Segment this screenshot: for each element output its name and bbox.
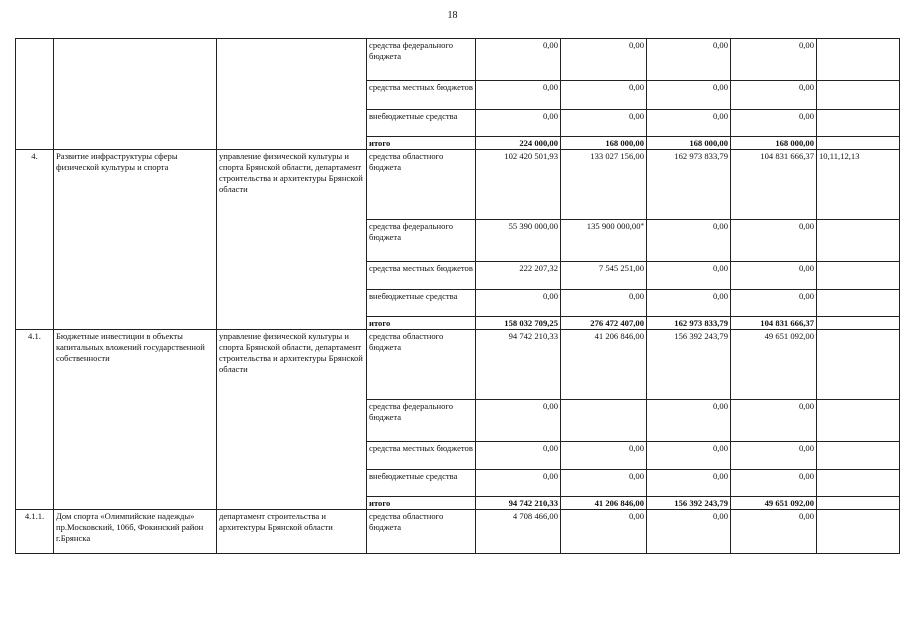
value-cell: 41 206 846,00	[561, 497, 647, 510]
value-cell: 162 973 833,79	[647, 150, 731, 220]
item-number: 4.1.1.	[16, 510, 54, 554]
value-cell: 0,00	[731, 442, 817, 470]
value-cell: 49 651 092,00	[731, 497, 817, 510]
value-cell: 0,00	[731, 470, 817, 497]
value-cell: 0,00	[647, 81, 731, 110]
funding-source: средства местных бюджетов	[367, 262, 476, 290]
value-cell: 0,00	[731, 81, 817, 110]
value-cell: 49 651 092,00	[731, 330, 817, 400]
funding-source: итого	[367, 137, 476, 150]
indicator-cell	[817, 510, 900, 554]
value-cell: 0,00	[476, 39, 561, 81]
value-cell: 41 206 846,00	[561, 330, 647, 400]
indicator-cell	[817, 497, 900, 510]
item-name: Бюджетные инвестиции в объекты капитальных вложений государственной собственности	[54, 330, 217, 510]
value-cell: 4 708 466,00	[476, 510, 561, 554]
value-cell: 0,00	[647, 442, 731, 470]
item-number: 4.1.	[16, 330, 54, 510]
value-cell: 0,00	[561, 470, 647, 497]
indicator-cell	[817, 262, 900, 290]
funding-source: средства местных бюджетов	[367, 442, 476, 470]
value-cell: 0,00	[647, 510, 731, 554]
indicator-cell	[817, 137, 900, 150]
value-cell: 162 973 833,79	[647, 317, 731, 330]
value-cell: 0,00	[561, 290, 647, 317]
indicator-cell	[817, 317, 900, 330]
indicator-cell	[817, 400, 900, 442]
value-cell: 224 000,00	[476, 137, 561, 150]
item-executor: департамент строительства и архитектуры Брянской области	[217, 510, 367, 554]
value-cell: 94 742 210,33	[476, 330, 561, 400]
value-cell: 0,00	[476, 81, 561, 110]
budget-table	[15, 38, 900, 554]
value-cell: 0,00	[731, 39, 817, 81]
value-cell: 0,00	[647, 400, 731, 442]
value-cell	[561, 220, 647, 262]
value-cell: 0,00	[647, 220, 731, 262]
indicator-cell	[817, 470, 900, 497]
value-cell	[561, 400, 647, 442]
item-name	[54, 39, 217, 150]
indicator-cell	[817, 330, 900, 400]
value-cell: 0,00	[476, 110, 561, 137]
funding-source: внебюджетные средства	[367, 470, 476, 497]
value-cell: 0,00	[476, 470, 561, 497]
value-cell: 0,00	[731, 110, 817, 137]
value-cell: 133 027 156,00	[561, 150, 647, 220]
value-cell: 104 831 666,37	[731, 317, 817, 330]
value-text: 135 900 000,00	[586, 221, 641, 231]
funding-source: итого	[367, 317, 476, 330]
funding-source: средства областного бюджета	[367, 150, 476, 220]
value-cell: 222 207,32	[476, 262, 561, 290]
value-cell: 55 390 000,00	[476, 220, 561, 262]
item-name: Дом спорта «Олимпийские надежды» пр.Московский, 106б, Фокинский район г.Брянска	[54, 510, 217, 554]
funding-source: средства областного бюджета	[367, 330, 476, 400]
table-row	[16, 39, 900, 81]
value-cell: 104 831 666,37	[731, 150, 817, 220]
value-cell: 0,00	[647, 290, 731, 317]
funding-source: средства федерального бюджета	[367, 220, 476, 262]
value-cell: 0,00	[731, 220, 817, 262]
value-cell: 276 472 407,00	[561, 317, 647, 330]
page-number: 18	[447, 10, 458, 21]
value-cell: 0,00	[561, 39, 647, 81]
item-number: 4.	[16, 150, 54, 330]
value-cell: 0,00	[561, 81, 647, 110]
indicator-cell	[817, 39, 900, 81]
table-row	[16, 510, 900, 554]
indicator-cell	[817, 442, 900, 470]
value-cell: 0,00	[476, 442, 561, 470]
funding-source: средства областного бюджета	[367, 510, 476, 554]
item-name: Развитие инфраструктуры сферы физической культуры и спорта	[54, 150, 217, 330]
funding-source: внебюджетные средства	[367, 290, 476, 317]
item-executor	[217, 39, 367, 150]
funding-source: внебюджетные средства	[367, 110, 476, 137]
value-cell: 0,00	[731, 400, 817, 442]
footnote-mark: *	[640, 222, 644, 230]
value-cell: 0,00	[476, 290, 561, 317]
indicator-cell	[817, 110, 900, 137]
value-cell: 0,00	[561, 442, 647, 470]
value-cell: 0,00	[561, 510, 647, 554]
indicator-cell	[817, 220, 900, 262]
table-row	[16, 330, 900, 400]
funding-source: средства местных бюджетов	[367, 81, 476, 110]
value-cell: 102 420 501,93	[476, 150, 561, 220]
value-cell: 0,00	[647, 39, 731, 81]
funding-source: средства федерального бюджета	[367, 400, 476, 442]
funding-source: средства федерального бюджета	[367, 39, 476, 81]
value-cell: 0,00	[476, 400, 561, 442]
value-cell: 0,00	[731, 290, 817, 317]
item-executor: управление физической культуры и спорта Брянской области, департамент строительства и архитектуры Брянской области	[217, 150, 367, 330]
funding-source: итого	[367, 497, 476, 510]
value-cell: 158 032 709,25	[476, 317, 561, 330]
value-cell: 168 000,00	[561, 137, 647, 150]
indicator-cell	[817, 81, 900, 110]
indicator-cell: 10,11,12,13	[817, 150, 900, 220]
value-cell: 168 000,00	[731, 137, 817, 150]
indicator-cell	[817, 290, 900, 317]
value-cell: 0,00	[647, 110, 731, 137]
item-number	[16, 39, 54, 150]
item-executor: управление физической культуры и спорта Брянской области, департамент строительства и архитектуры Брянской области	[217, 330, 367, 510]
value-cell: 7 545 251,00	[561, 262, 647, 290]
value-cell: 0,00	[647, 262, 731, 290]
value-cell: 0,00	[561, 110, 647, 137]
value-cell: 94 742 210,33	[476, 497, 561, 510]
value-cell: 156 392 243,79	[647, 497, 731, 510]
value-cell: 0,00	[731, 510, 817, 554]
value-cell: 168 000,00	[647, 137, 731, 150]
value-cell: 0,00	[647, 470, 731, 497]
table-row	[16, 150, 900, 220]
value-cell: 156 392 243,79	[647, 330, 731, 400]
value-cell: 0,00	[731, 262, 817, 290]
